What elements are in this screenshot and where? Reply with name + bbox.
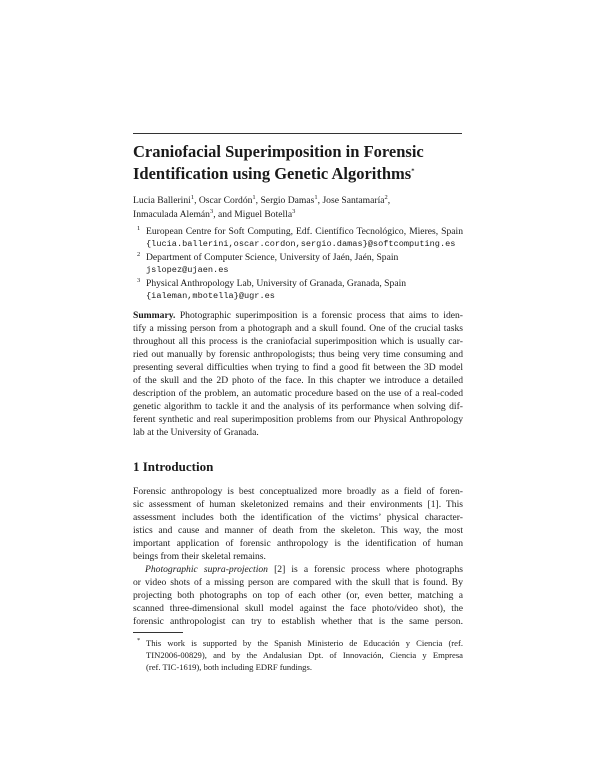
title-line-1: Craniofacial Superimposition in Forensic [133,142,424,161]
author: , and Miguel Botella [213,209,293,220]
author-sup: 2 [384,193,388,201]
body-text: [2] is a forensic process where photographs [267,564,463,575]
summary-line: presenting several difficulties when trying to find a good fit between the 3D model [133,362,463,373]
affiliation-email: {ialeman,mbotella}@ugr.es [146,291,275,301]
affiliation-text: Department of Computer Science, University of Jaén, Jaén, Spain [146,252,399,263]
body-line [145,563,463,576]
italic-term: Photographic supra-projection [145,564,268,575]
footnote-line: This work is supported by the Spanish Ministerio de Educación y Ciencia (ref. [146,638,463,648]
affiliation-text: European Centre for Soft Computing, Edf. Científico Tecnológico, Mieres, Spain [146,226,463,237]
affiliation-text: Physical Anthropology Lab, University of Granada, Granada, Spain [146,278,407,289]
body-line: scanned three-dimensional skull model against the face photo/video shot), the [133,603,463,614]
title-line-2 [133,163,424,185]
summary-label: Summary. [133,310,176,321]
affiliation-email: {lucia.ballerini,oscar.cordon,sergio.damas}@softcomputing.es [146,239,456,249]
authors-line-1 [133,194,463,207]
footnote-sup: * [137,637,141,645]
body-line: or video shots of a missing person are compared with the skull that is found. By [133,577,463,588]
author: Inmaculada Alemán [133,209,210,220]
author-sup: 1 [190,193,195,201]
author: Lucia Ballerini [133,195,191,206]
summary-line: ried out manually by forensic anthropologists; thus being very time consuming and [133,349,463,360]
author-sup: 3 [292,207,296,215]
footnote-line: (ref. TIC-1619), both including EDRF fundings. [146,662,312,672]
author: , Sergio Damas [255,195,315,206]
author-sup: 1 [252,193,256,201]
footnote-line: TIN2006-00829), and by the Andalusian Dpt. of Innovación, Ciencia y Empresa [146,650,463,660]
summary-line: genetic algorithm to tackle it and the analysis of its performance when solving dif- [133,401,463,412]
section-heading: 1 Introduction [133,459,214,474]
paper-title [133,141,424,185]
authors-line-2 [133,208,463,221]
body-line: projecting both photographs on top of each other (or, even better, matching a [133,590,463,601]
title-line-2-text: Identification using Genetic Algorithms [133,164,412,183]
author: , Oscar Cordón [194,195,253,206]
footnote-rule [133,632,183,633]
body-line: istics and cause and manner of death from the skeleton. This way, the most [133,525,463,536]
header-rule [133,133,462,134]
author: , Jose Santamaría [317,195,385,206]
author-sup: 3 [209,207,214,215]
body-line: assessment includes both the identification of the victims’ physical character- [133,512,463,523]
author-sup: 1 [314,193,318,201]
affiliation-sup: 2 [137,250,141,258]
summary-line: throughout all this process is the craniofacial superimposition which is usually car- [133,336,463,347]
summary-line: tify a missing person from a photograph and a skull found. One of the crucial tasks [133,323,463,334]
summary-line: of the skull and the 2D photo of the face. In this chapter we introduce a detailed [133,375,463,386]
summary-line: description of the problem, an automatic procedure based on the use of a real-coded [133,388,463,399]
title-footnote-mark: * [411,167,415,175]
summary-line [133,309,463,322]
summary-line: lab at the University of Granada. [133,427,259,438]
body-line: Forensic anthropology is best conceptualized more broadly as a field of foren- [133,486,463,497]
affiliation-email: jslopez@ujaen.es [146,265,229,275]
author-separator: , [387,195,391,206]
body-line: forensic anthropologist can try to establish whether that is the same person. [133,616,463,627]
affiliation-sup: 1 [137,224,141,232]
body-line: important application of forensic anthropology is the identification of human [133,538,463,549]
affiliation-sup: 3 [137,276,141,284]
body-line: beings from their skeletal remains. [133,551,266,562]
summary-line: ferent synthetic and real superimposition problems from our Physical Anthropology [133,414,463,425]
summary-text: Photographic superimposition is a forensic process that aims to iden- [175,310,463,321]
body-line: sic assessment of human skeletonized remains and their environments [1]. This [133,499,463,510]
